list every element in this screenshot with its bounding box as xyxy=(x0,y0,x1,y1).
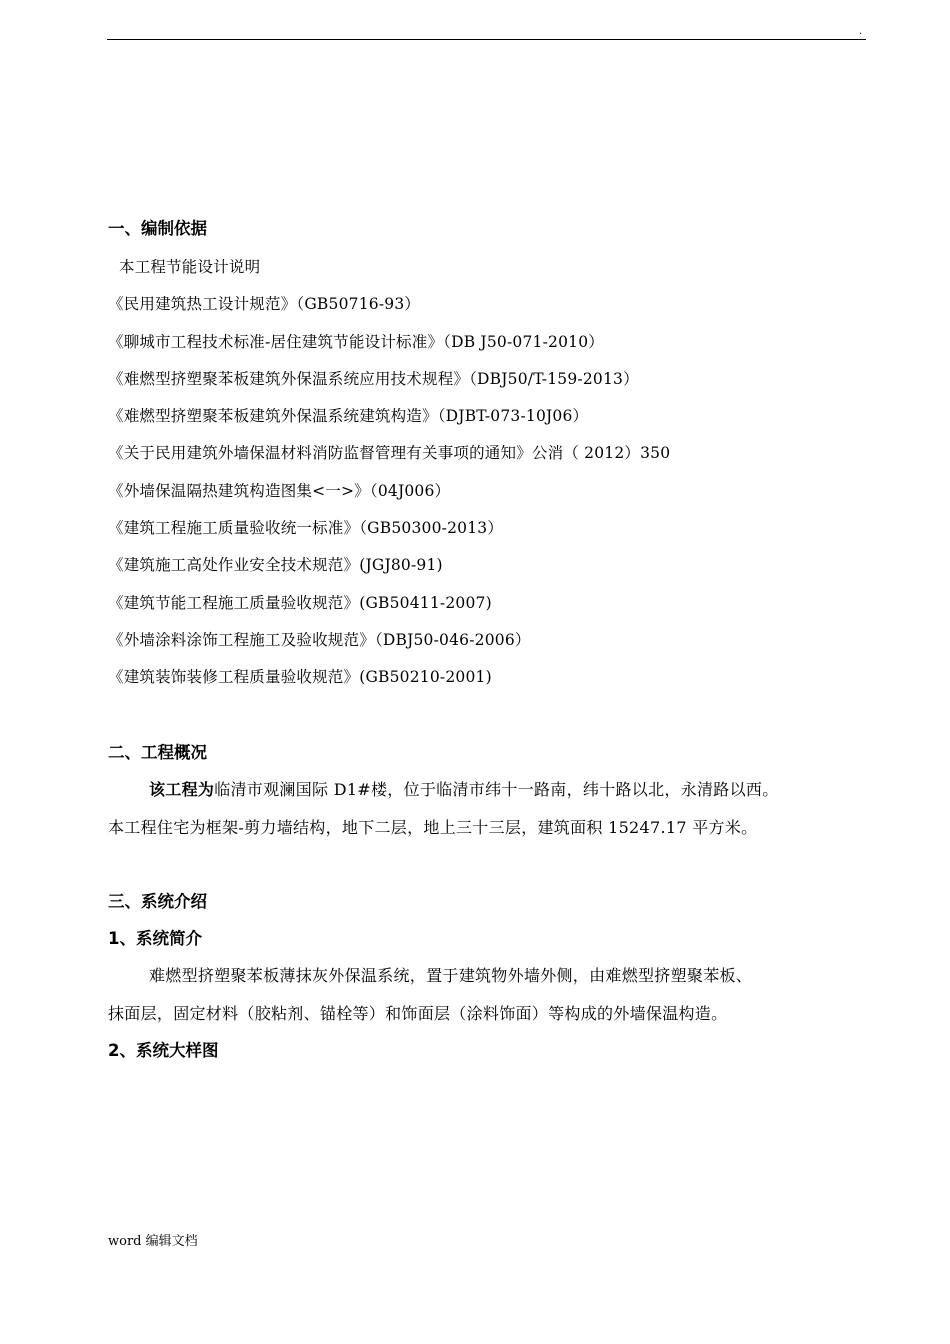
system-para-line-1: 难燃型挤塑聚苯板薄抹灰外保温系统，置于建筑物外墙外侧，由难燃型挤塑聚苯板、 xyxy=(149,966,753,985)
overview-line-2: 本工程住宅为框架-剪力墙结构，地下二层，地上三十三层，建筑面积 15247.17 平方米。 xyxy=(108,818,758,837)
reference-item: 《难燃型挤塑聚苯板建筑外保温系统应用技术规程》（DBJ50/T-159-2013） xyxy=(108,370,639,388)
reference-item: 《建筑节能工程施工质量验收规范》(GB50411-2007) xyxy=(108,594,492,612)
footer-text: word 编辑文档 xyxy=(108,1234,198,1249)
section-heading-basis: 一、编制依据 xyxy=(108,219,207,238)
section-heading-overview: 二、工程概况 xyxy=(108,743,207,762)
overview-line-1 xyxy=(149,780,779,800)
subheading-system-diagram: 2、系统大样图 xyxy=(108,1041,219,1060)
overview-lead: 该工程为 xyxy=(149,780,215,799)
reference-item: 《建筑工程施工质量验收统一标准》（GB50300-2013） xyxy=(108,519,504,537)
reference-item: 《难燃型挤塑聚苯板建筑外保温系统建筑构造》（DJBT-073-10J06） xyxy=(108,407,589,425)
reference-item: 《民用建筑热工设计规范》（GB50716-93） xyxy=(108,295,421,313)
intro-line: 本工程节能设计说明 xyxy=(119,258,261,276)
reference-item: 《外墙保温隔热建筑构造图集<一>》（04J006） xyxy=(108,482,451,500)
overview-line-1-text: 临清市观澜国际 D1#楼，位于临清市纬十一路南，纬十路以北，永清路以西。 xyxy=(214,780,779,799)
reference-item: 《关于民用建筑外墙保温材料消防监督管理有关事项的通知》公消（ 2012）350 xyxy=(108,444,671,462)
reference-item: 《外墙涂料涂饰工程施工及验收规范》（DBJ50-046-2006） xyxy=(108,631,531,649)
system-para-line-2: 抹面层，固定材料（胶粘剂、锚栓等）和饰面层（涂料饰面）等构成的外墙保温构造。 xyxy=(108,1004,728,1023)
reference-item: 《建筑装饰装修工程质量验收规范》(GB50210-2001) xyxy=(108,668,492,686)
header-rule xyxy=(107,39,866,40)
section-heading-system: 三、系统介绍 xyxy=(108,892,207,911)
reference-item: 《聊城市工程技术标准-居住建筑节能设计标准》（DB J50-071-2010） xyxy=(108,333,604,351)
subheading-system-intro: 1、系统简介 xyxy=(108,929,202,948)
header-mark: . xyxy=(859,26,863,37)
reference-item: 《建筑施工高处作业安全技术规范》(JGJ80-91) xyxy=(108,556,443,574)
